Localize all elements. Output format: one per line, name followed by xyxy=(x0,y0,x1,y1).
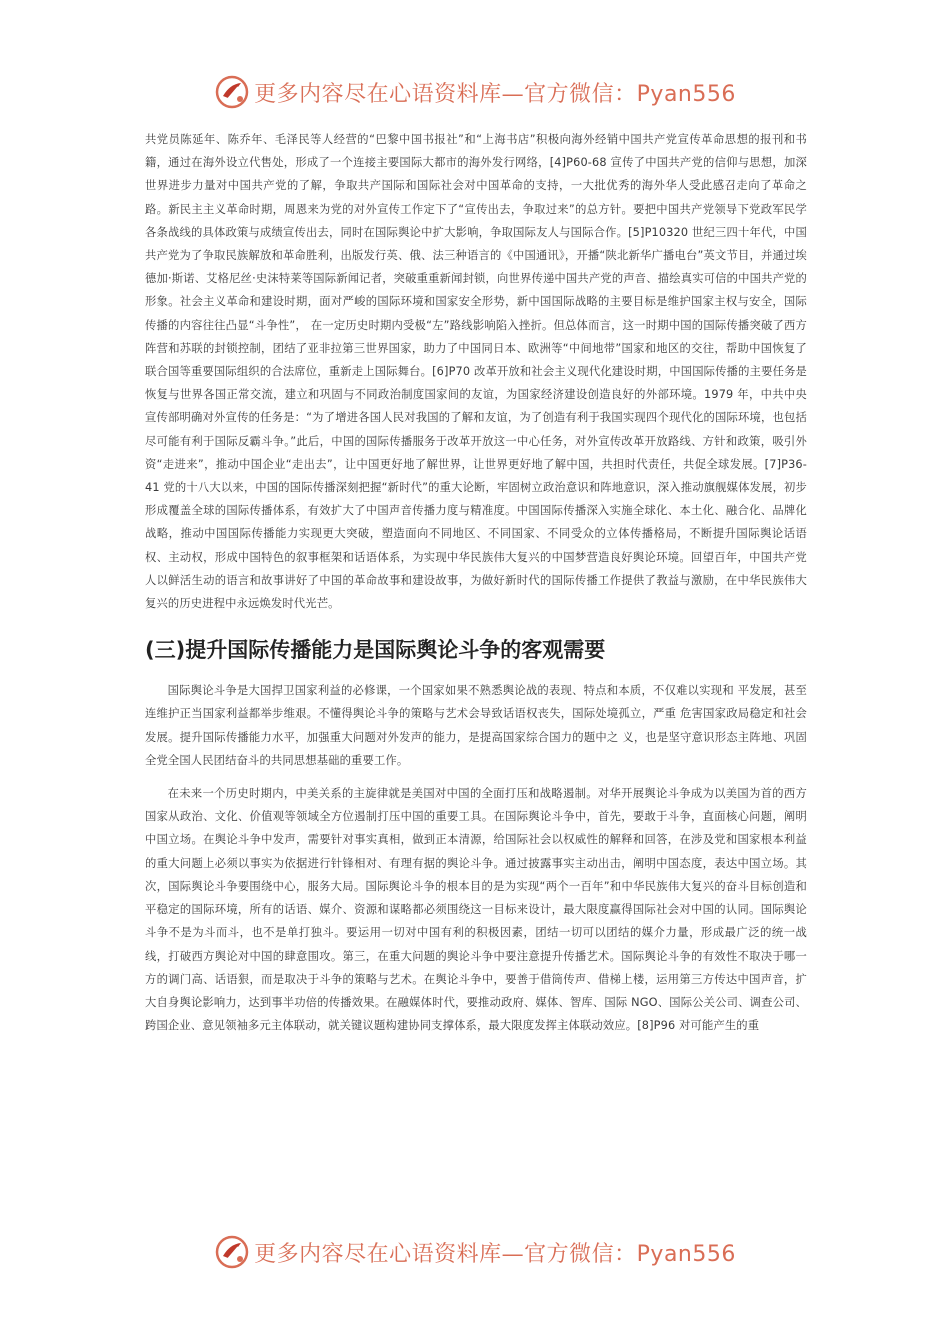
footer-banner-text: 更多内容尽在心语资料库—官方微信：Pyan556 xyxy=(254,1241,736,1267)
header-banner-text: 更多内容尽在心语资料库—官方微信：Pyan556 xyxy=(254,81,736,107)
header-banner xyxy=(0,70,950,114)
wechat-handle: Pyan556 xyxy=(636,81,736,107)
logo-icon xyxy=(214,1234,250,1270)
section-heading: (三)提升国际传播能力是国际舆论斗争的客观需要 xyxy=(145,638,606,663)
paragraph-sino-us: 在未来一个历史时期内，中美关系的主旋律就是美国对中国的全面打压和战略遏制。对华开展舆论斗争成为以美国为首的西方国家从政治、文化、价值观等领域全方位遏制打压中国的重要工具。在国际舆论斗争中，首先，要敢于斗争，直面核心问题，阐明中国立场。在舆论斗争中发声，需要针对事实真相，做到正本清源，给国际社会以权威性的解释和回答，在涉及党和国家根本利益的重大问题上必须以事实为依据进行针锋相对、有理有据的舆论斗争。通过披露事实主动出击，阐明中国态度，表达中国立场。其次，国际舆论斗争要围绕中心，服务大局。国际舆论斗争的根本目的是为实现“两个一百年”和中华民族伟大复兴的奋斗目标创造和平稳定的国际环境，所有的话语、媒介、资源和谋略都必须围绕这一目标来设计，最大限度赢得国际社会对中国的认同。国际舆论斗争不是为斗而斗，也不是单打独斗。要运用一切对中国有利的积极因素，团结一切可以团结的媒介力量，形成最广泛的统一战线，打破西方舆论对中国的肆意围攻。第三，在重大问题的舆论斗争中要注意提升传播艺术。国际舆论斗争的有效性不取决于哪一方的调门高、话语狠，而是取决于斗争的策略与艺术。在舆论斗争中，要善于借筒传声、借梯上楼，运用第三方传达中国声音，扩大自身舆论影响力，达到事半功倍的传播效果。在融媒体时代，要推动政府、媒体、智库、国际 NGO、国际公关公司、调查公司、跨国企业、意见领袖多元主体联动，就关键议题构建协同支撑体系，最大限度发挥主体联动效应。[8]P96 对可能产生的重 xyxy=(145,787,807,1033)
wechat-handle: Pyan556 xyxy=(636,1241,736,1267)
footer-banner xyxy=(0,1230,950,1274)
paragraph-opinion-struggle: 国际舆论斗争是大国捍卫国家利益的必修课，一个国家如果不熟悉舆论战的表现、特点和本质，不仅难以实现和 平发展，甚至连维护正当国家利益都举步维艰。不懂得舆论斗争的策略与艺术会导致话语权丧失，国际处境孤立，严重 危害国家政局稳定和社会发展。提升国际传播能力水平，加强重大问题对外发声的能力，是提高国家综合国力的题中之 义，也是坚守意识形态主阵地、巩固全党全国人民团结奋斗的共同思想基础的重要工作。 xyxy=(145,684,807,767)
document-body xyxy=(145,128,807,1037)
logo-icon xyxy=(214,74,250,110)
paragraph-history: 共党员陈延年、陈乔年、毛泽民等人经营的“巴黎中国书报社”和“上海书店”积极向海外经销中国共产党宣传革命思想的报刊和书籍，通过在海外设立代售处，形成了一个连接主要国际大都市的海外发行网络，[4]P60-68 宣传了中国共产党的信仰与思想，加深世界进步力量对中国共产党的了解，争取共产国际和国际社会对中国革命的支持，一大批优秀的海外华人受此感召走向了革命之路。新民主主义革命时期，周恩来为党的对外宣传工作定下了“宣传出去，争取过来”的总方针。要把中国共产党领导下党政军民学各条战线的具体政策与成绩宣传出去，同时在国际舆论中扩大影响，争取国际友人与国际合作。[5]P10320 世纪三四十年代，中国共产党为了争取民族解放和革命胜利，出版发行英、俄、法三种语言的《中国通讯》，开播“陕北新华广播电台”英文节目，并通过埃德加·斯诺、艾格尼丝·史沫特莱等国际新闻记者，突破重重新闻封锁，向世界传递中国共产党的声音、描绘真实可信的中国共产党的形象。社会主义革命和建设时期，面对严峻的国际环境和国家安全形势，新中国国际战略的主要目标是维护国家主权与安全，国际传播的内容往往凸显“斗争性”， 在一定历史时期内受极“左”路线影响陷入挫折。但总体而言，这一时期中国的国际传播突破了西方阵营和苏联的封锁控制，团结了亚非拉第三世界国家，助力了中国同日本、欧洲等“中间地带”国家和地区的交往，帮助中国恢复了联合国等重要国际组织的合法席位，重新走上国际舞台。[6]P70 改革开放和社会主义现代化建设时期，中国国际传播的主要任务是恢复与世界各国正常交流，建立和巩固与不同政治制度国家间的友谊，为国家经济建设创造良好的外部环境。1979 年，中共中央宣传部明确对外宣传的任务是：“为了增进各国人民对我国的了解和友谊，为了创造有利于我国实现四个现代化的国际环境，也包括尽可能有利于国际反霸斗争。”此后，中国的国际传播服务于改革开放这一中心任务，对外宣传改革开放路线、方针和政策，吸引外资“走进来”，推动中国企业“走出去”，让中国更好地了解世界，让世界更好地了解中国，共担时代责任，共促全球发展。[7]P36-41 党的十八大以来，中国的国际传播深刻把握“新时代”的重大论断，牢固树立政治意识和阵地意识，深入推动旗舰媒体发展，初步形成覆盖全球的国际传播体系，有效扩大了中国声音传播力度与精准度。中国国际传播深入实施全球化、本土化、融合化、品牌化战略，推动中国国际传播能力实现更大突破，塑造面向不同地区、不同国家、不同受众的立体传播格局，不断提升国际舆论话语权、主动权，形成中国特色的叙事框架和话语体系，为实现中华民族伟大复兴的中国梦营造良好舆论环境。回望百年，中国共产党人以鲜活生动的语言和故事讲好了中国的革命故事和建设故事，为做好新时代的国际传播工作提供了教益与激励，在中华民族伟大复兴的历史进程中永远焕发时代光芒。 xyxy=(145,133,807,611)
